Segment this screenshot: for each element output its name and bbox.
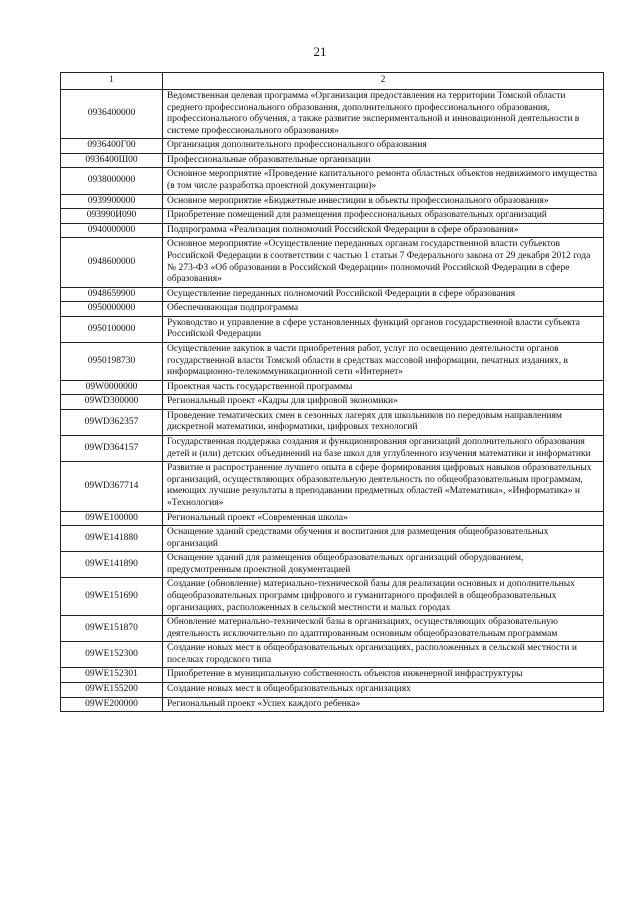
table-row	[61, 153, 604, 168]
description-cell: Проектная часть государственной программы	[163, 380, 604, 395]
table-row	[61, 380, 604, 395]
description-cell: Приобретение в муниципальную собственность объектов инженерной инфраструктуры	[163, 668, 604, 683]
budget-code-cell: 09WE141880	[61, 526, 163, 552]
budget-code-cell: 09WE100000	[61, 511, 163, 526]
budget-code-cell: 093990И090	[61, 209, 163, 224]
description-cell: Региональный проект «Кадры для цифровой экономики»	[163, 395, 604, 410]
budget-code-cell: 09WE151870	[61, 616, 163, 642]
budget-code-cell: 0948600000	[61, 238, 163, 287]
table-row	[61, 409, 604, 435]
table-row	[61, 194, 604, 209]
description-cell: Государственная поддержка создания и функционирования организаций дополнительного образования детей и (или) детских объединений на базе школ для углубленного изучения математики и информатики	[163, 436, 604, 462]
table-row	[61, 526, 604, 552]
budget-code-cell: 09WE151690	[61, 578, 163, 616]
column-header-description: 2	[163, 73, 604, 90]
page-number: 21	[313, 44, 327, 59]
description-cell: Региональный проект «Успех каждого ребенка»	[163, 697, 604, 712]
budget-code-cell: 09WE152301	[61, 668, 163, 683]
description-cell: Подпрограмма «Реализация полномочий Российской Федерации в сфере образования»	[163, 223, 604, 238]
table-row	[61, 238, 604, 287]
description-cell: Руководство и управление в сфере установленных функций органов государственной власти субъекта Российской Федерации	[163, 316, 604, 342]
description-cell: Региональный проект «Современная школа»	[163, 511, 604, 526]
budget-code-cell: 0936400Ш00	[61, 153, 163, 168]
budget-code-cell: 09WD364157	[61, 436, 163, 462]
description-cell: Ведомственная целевая программа «Организация предоставления на территории Томской области среднего профессионального образования, дополнительного профессионального образования, профессионального обучения, а также развитие экспериментальной и инновационной деятельности в системе профессионального образования»	[163, 90, 604, 139]
table-row	[61, 209, 604, 224]
table-row	[61, 287, 604, 302]
budget-code-cell: 0939900000	[61, 194, 163, 209]
description-cell: Создание новых мест в общеобразовательных организациях, расположенных в сельской местности и поселках городского типа	[163, 642, 604, 668]
description-cell: Оснащение зданий средствами обучения и воспитания для размещения общеобразовательных организаций	[163, 526, 604, 552]
description-cell: Основное мероприятие «Бюджетные инвестиции в объекты профессионального образования»	[163, 194, 604, 209]
description-cell: Осуществление переданных полномочий Российской Федерации в сфере образования	[163, 287, 604, 302]
budget-code-cell: 0948659900	[61, 287, 163, 302]
table-row	[61, 139, 604, 154]
table-row	[61, 697, 604, 712]
table-row	[61, 316, 604, 342]
table-row	[61, 511, 604, 526]
description-cell: Проведение тематических смен в сезонных лагерях для школьников по передовым направлениям дискретной математики, информатики, цифровых технологий	[163, 409, 604, 435]
budget-code-cell: 09WD300000	[61, 395, 163, 410]
table-row	[61, 436, 604, 462]
budget-code-cell: 09WE141890	[61, 552, 163, 578]
budget-code-cell: 0950000000	[61, 302, 163, 317]
budget-code-table	[60, 72, 604, 712]
table-row	[61, 90, 604, 139]
budget-code-cell: 0950198730	[61, 342, 163, 380]
description-cell: Развитие и распространение лучшего опыта в сфере формирования цифровых навыков образовательных организаций, осуществляющих образовательную деятельность по общеобразовательным программам, имеющих лучшие результаты в преподавании предметных областей «Математика», «Информатика» и «Технология»	[163, 462, 604, 511]
table-row	[61, 668, 604, 683]
table-row	[61, 302, 604, 317]
table-row	[61, 168, 604, 194]
table-row	[61, 462, 604, 511]
table-header-row	[61, 73, 604, 90]
table-row	[61, 552, 604, 578]
column-header-code: 1	[61, 73, 163, 90]
description-cell: Организация дополнительного профессионального образования	[163, 139, 604, 154]
budget-code-cell: 09WE152300	[61, 642, 163, 668]
description-cell: Оснащение зданий для размещения общеобразовательных организаций оборудованием, предусмотренным проектной документацией	[163, 552, 604, 578]
budget-code-cell: 0936400000	[61, 90, 163, 139]
description-cell: Приобретение помещений для размещения профессиональных образовательных организаций	[163, 209, 604, 224]
budget-code-cell: 0938000000	[61, 168, 163, 194]
description-cell: Создание (обновление) материально-технической базы для реализации основных и дополнительных общеобразовательных программ цифрового и гуманитарного профилей в общеобразовательных организациях, расположенных в сельской местности и малых городах	[163, 578, 604, 616]
table-row	[61, 616, 604, 642]
budget-code-cell: 0936400Г00	[61, 139, 163, 154]
description-cell: Создание новых мест в общеобразовательных организациях	[163, 683, 604, 698]
budget-code-cell: 0940000000	[61, 223, 163, 238]
table-row	[61, 683, 604, 698]
table-row	[61, 642, 604, 668]
table-body	[61, 90, 604, 712]
description-cell: Обновление материально-технической базы в организациях, осуществляющих образовательную деятельность исключительно по адаптированным основным общеобразовательным программам	[163, 616, 604, 642]
description-cell: Профессиональные образовательные организации	[163, 153, 604, 168]
budget-code-cell: 0950100000	[61, 316, 163, 342]
budget-code-cell: 09W0000000	[61, 380, 163, 395]
table-row	[61, 395, 604, 410]
budget-code-cell: 09WD362357	[61, 409, 163, 435]
description-cell: Основное мероприятие «Проведение капитального ремонта областных объектов недвижимого имущества (в том числе разработка проектной документации)»	[163, 168, 604, 194]
table-row	[61, 342, 604, 380]
description-cell: Обеспечивающая подпрограмма	[163, 302, 604, 317]
budget-code-cell: 09WE155200	[61, 683, 163, 698]
description-cell: Осуществление закупок в части приобретения работ, услуг по освещению деятельности органов государственной власти Томской области в средствах массовой информации, печатных изданиях, в информационно-телекоммуникационной сети «Интернет»	[163, 342, 604, 380]
table-row	[61, 578, 604, 616]
budget-code-cell: 09WE200000	[61, 697, 163, 712]
description-cell: Основное мероприятие «Осуществление переданных органам государственной власти субъектов Российской Федерации в соответствии с частью 1 статьи 7 Федерального закона от 29 декабря 2012 года № 273-ФЗ «Об образовании в Российской Федерации» полномочий Российской Федерации в сфере образования»	[163, 238, 604, 287]
table-row	[61, 223, 604, 238]
budget-code-cell: 09WD367714	[61, 462, 163, 511]
